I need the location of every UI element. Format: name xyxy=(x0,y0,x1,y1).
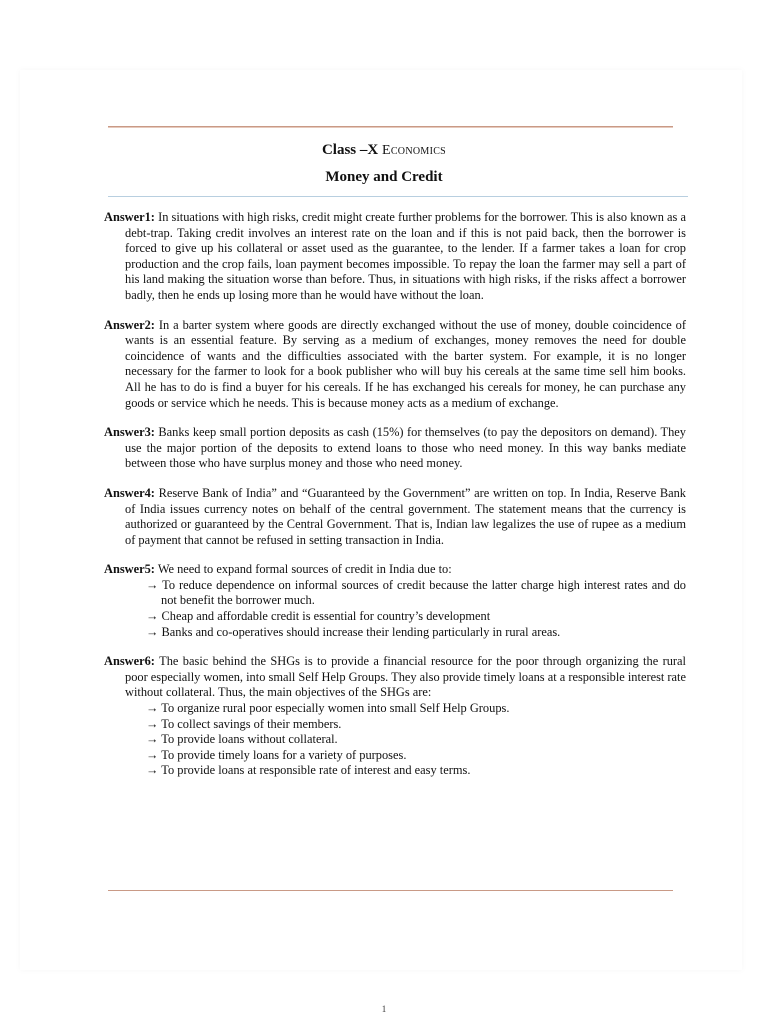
answer-text: Banks keep small portion deposits as cash (15%) for themselves (to pay the depositors on demand). They use the major portion of the deposits to extend loans to those who need money. In this way banks mediate between those who have surplus money and those who need money. xyxy=(125,425,686,471)
answer-label: Answer4: xyxy=(104,485,155,500)
page-number: 1 xyxy=(381,1004,387,1014)
answer-3 xyxy=(104,425,686,472)
answer-text: In a barter system where goods are directly exchanged without the use of money, double coincidence of wants is an essential feature. By serving as a medium of exchanges, money removes the need for double coincidence of wants and the difficulties associated with the barter system. For example, it is no longer necessary for the farmer to look for a book publisher who will buy his cereals at the same time sell him books. All he has to do is find a buyer for his cereals. If he has exchanged his cereals for money, he can purchase any goods or service which he needs. This is because money acts as a medium of exchange. xyxy=(125,317,686,410)
answer-label: Answer6: xyxy=(104,654,155,669)
answers-section xyxy=(104,210,686,793)
answer-text: The basic behind the SHGs is to provide a financial resource for the poor through organizing the rural poor especially women, into small Self Help Groups. They also provide timely loans at a responsible interest rate without collateral. Thus, the main objectives of the SHGs are: xyxy=(125,654,687,700)
list-item: → To provide loans without collateral. xyxy=(146,732,338,747)
answer-text: In situations with high risks, credit might create further problems for the borrower. This is also known as a debt-trap. Taking credit involves an interest rate on the loan and if this is not paid back, then the borrower is forced to give up his collateral or asset used as the guarantee, to the lender. If a farmer takes a loan for crop production and the crop fails, loan payment becomes impossible. To repay the loan the farmer may sell a part of his land making the situation worse than before. Thus, in situations with high risks, if the risks affect a borrower badly, then he ends up losing more than he would have without the loan. xyxy=(125,210,686,302)
list-item: → To organize rural poor especially women into small Self Help Groups. xyxy=(146,701,510,716)
bottom-divider xyxy=(108,890,673,891)
answer-6 xyxy=(104,654,686,779)
answer-label: Answer3: xyxy=(104,425,155,440)
list-item: → Banks and co-operatives should increase their lending particularly in rural areas. xyxy=(146,624,561,639)
answer-5-bullets xyxy=(125,578,686,640)
list-item: → To provide loans at responsible rate of interest and easy terms. xyxy=(146,763,471,778)
answer-1 xyxy=(104,210,686,304)
title-divider xyxy=(108,196,688,197)
list-item: → Cheap and affordable credit is essential for country’s development xyxy=(146,609,491,624)
list-item: → To provide timely loans for a variety of purposes. xyxy=(146,747,407,762)
subject-label: Economics xyxy=(381,143,447,158)
top-divider xyxy=(108,126,673,128)
page-title xyxy=(0,142,768,159)
answer-2 xyxy=(104,318,686,412)
chapter-title: Money and Credit xyxy=(325,169,443,185)
answer-4 xyxy=(104,486,686,548)
list-item: → To reduce dependence on informal sources of credit because the latter charge high interest rates and do not benefit the borrower much. xyxy=(146,577,686,608)
class-label: Class –X xyxy=(321,142,379,158)
answer-label: Answer2: xyxy=(104,317,155,332)
answer-text: Reserve Bank of India” and “Guaranteed by the Government” are written on top. In India, Reserve Bank of India issues currency notes on behalf of the central government. The statement means that the currency is authorized or guaranteed by the Central Government. That is, Indian law legalizes the use of rupee as a medium of payment that cannot be refused in setting transaction in India. xyxy=(125,485,686,547)
answer-6-bullets xyxy=(125,701,686,779)
answer-text: We need to expand formal sources of credit in India due to: xyxy=(157,562,452,577)
answer-label: Answer1: xyxy=(104,210,155,224)
answer-5 xyxy=(104,562,686,640)
answer-label: Answer5: xyxy=(104,562,155,577)
list-item: → To collect savings of their members. xyxy=(146,716,342,731)
